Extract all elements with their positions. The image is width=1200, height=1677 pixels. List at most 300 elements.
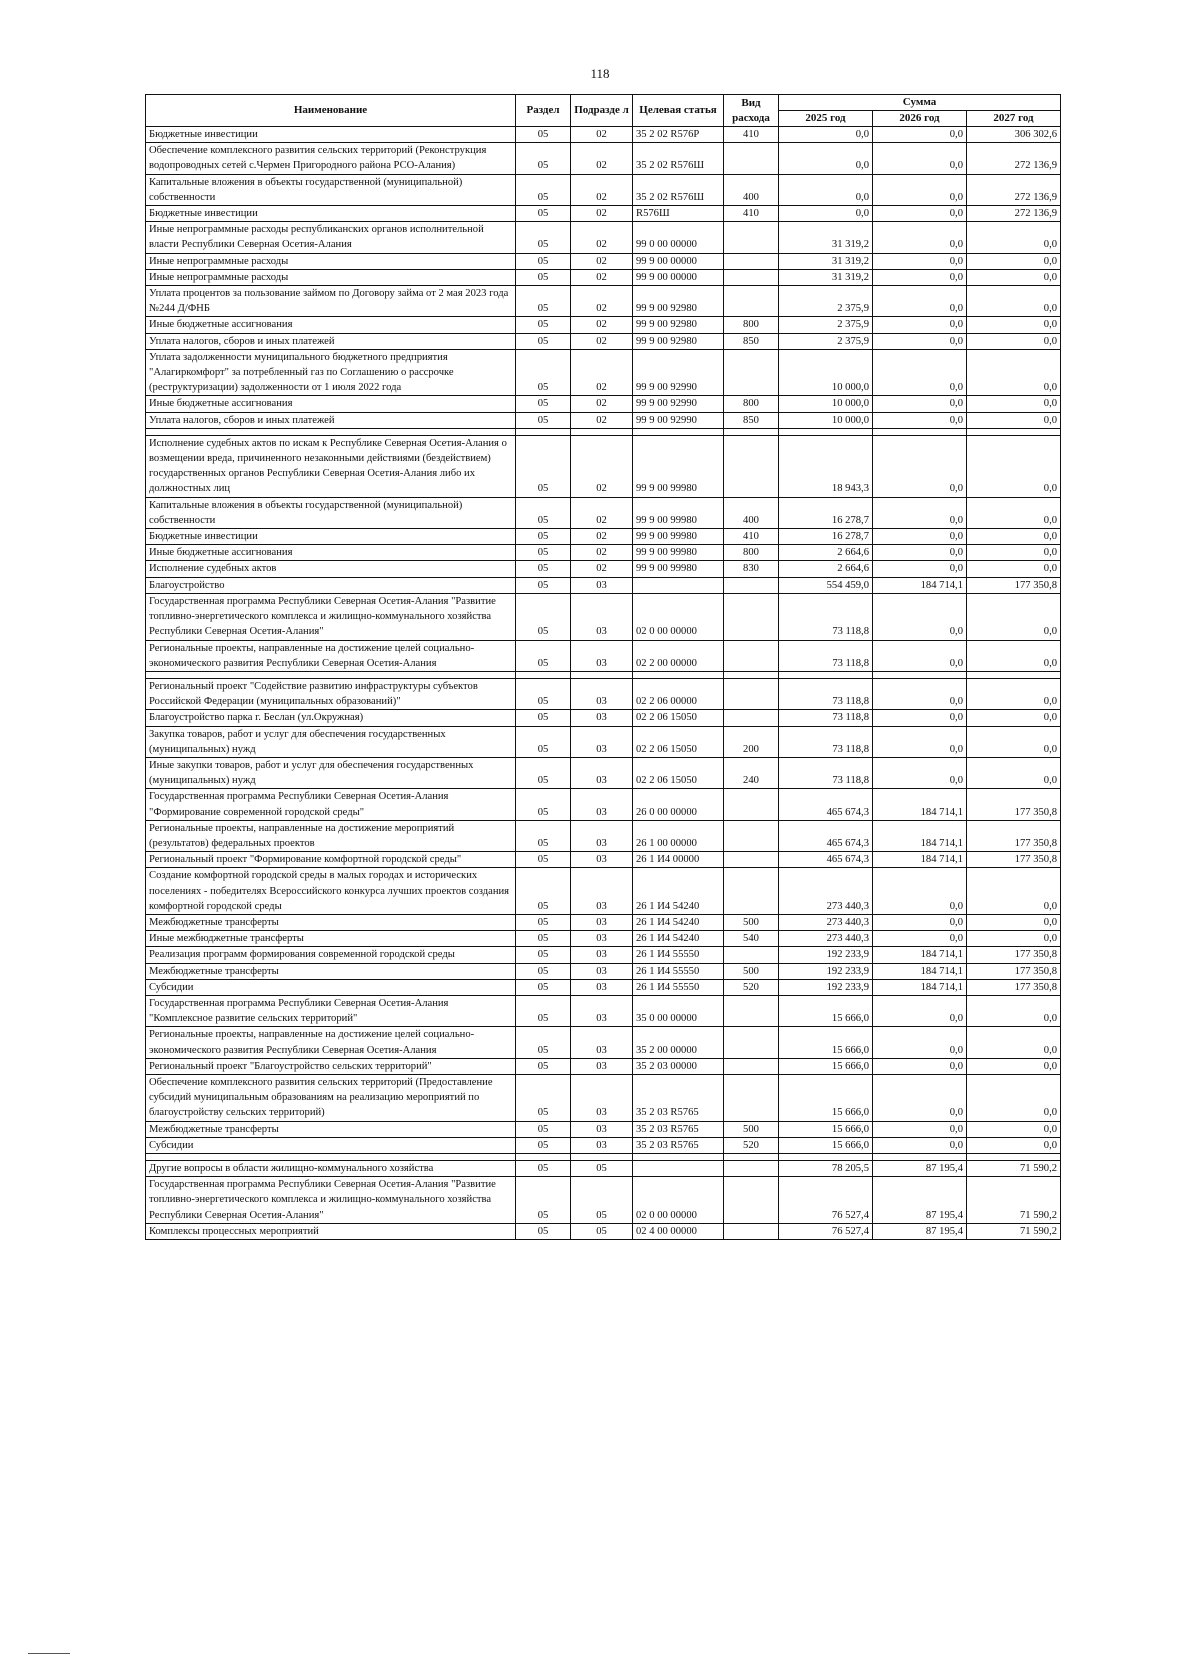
row-razdel: 05 — [516, 1074, 571, 1121]
row-sum-2025: 465 674,3 — [779, 789, 873, 820]
row-podrazdel: 03 — [571, 640, 633, 671]
spacer-cell — [633, 1154, 724, 1161]
table-row — [146, 529, 1061, 545]
row-name: Региональные проекты, направленные на достижение мероприятий (результатов) федеральных проектов — [146, 820, 516, 851]
table-row — [146, 269, 1061, 285]
row-target-article: 35 2 02 R576Р — [633, 127, 724, 143]
row-sum-2027: 0,0 — [967, 757, 1061, 788]
row-podrazdel: 02 — [571, 222, 633, 253]
row-name: Бюджетные инвестиции — [146, 127, 516, 143]
row-expense-kind: 500 — [724, 914, 779, 930]
row-expense-kind — [724, 868, 779, 915]
row-razdel: 05 — [516, 396, 571, 412]
row-sum-2026: 0,0 — [873, 333, 967, 349]
row-sum-2026: 184 714,1 — [873, 820, 967, 851]
row-razdel: 05 — [516, 174, 571, 205]
row-razdel: 05 — [516, 914, 571, 930]
row-target-article: 26 1 И4 55550 — [633, 979, 724, 995]
row-podrazdel: 02 — [571, 286, 633, 317]
table-row — [146, 914, 1061, 930]
spacer-cell — [873, 671, 967, 678]
row-target-article: 02 2 06 15050 — [633, 710, 724, 726]
row-podrazdel: 03 — [571, 678, 633, 709]
row-expense-kind — [724, 349, 779, 396]
row-sum-2027: 0,0 — [967, 593, 1061, 640]
row-target-article: 02 0 00 00000 — [633, 1177, 724, 1224]
row-expense-kind — [724, 1058, 779, 1074]
row-target-article: 26 1 00 00000 — [633, 820, 724, 851]
row-target-article: 35 0 00 00000 — [633, 995, 724, 1026]
row-razdel: 05 — [516, 931, 571, 947]
row-sum-2027: 0,0 — [967, 1121, 1061, 1137]
header-expense-kind: Вид расхода — [724, 95, 779, 127]
row-podrazdel: 02 — [571, 497, 633, 528]
spacer-cell — [571, 1154, 633, 1161]
row-podrazdel: 03 — [571, 757, 633, 788]
spacer-cell — [967, 1154, 1061, 1161]
row-expense-kind — [724, 995, 779, 1026]
row-podrazdel: 02 — [571, 545, 633, 561]
row-sum-2025: 31 319,2 — [779, 253, 873, 269]
row-sum-2026: 184 714,1 — [873, 947, 967, 963]
row-expense-kind — [724, 269, 779, 285]
spacer-cell — [967, 671, 1061, 678]
row-podrazdel: 02 — [571, 206, 633, 222]
row-sum-2026: 0,0 — [873, 995, 967, 1026]
row-sum-2027: 272 136,9 — [967, 143, 1061, 174]
row-sum-2026: 0,0 — [873, 127, 967, 143]
row-name: Региональный проект "Содействие развитию инфраструктуры субъектов Российской Федерации (муниципальных образований)" — [146, 678, 516, 709]
row-name: Благоустройство — [146, 577, 516, 593]
row-target-article: 35 2 03 R5765 — [633, 1074, 724, 1121]
row-target-article: 99 9 00 99980 — [633, 497, 724, 528]
row-sum-2026: 0,0 — [873, 269, 967, 285]
row-razdel: 05 — [516, 435, 571, 497]
row-expense-kind: 500 — [724, 1121, 779, 1137]
table-row — [146, 1027, 1061, 1058]
header-year-2027: 2027 год — [967, 111, 1061, 127]
row-sum-2026: 184 714,1 — [873, 577, 967, 593]
row-name: Региональные проекты, направленные на достижение целей социально-экономического развития Республики Северная Осетия-Алания — [146, 640, 516, 671]
table-row — [146, 435, 1061, 497]
row-sum-2025: 192 233,9 — [779, 979, 873, 995]
row-razdel: 05 — [516, 143, 571, 174]
row-podrazdel: 03 — [571, 789, 633, 820]
table-row — [146, 995, 1061, 1026]
row-sum-2025: 73 118,8 — [779, 678, 873, 709]
row-sum-2027: 71 590,2 — [967, 1177, 1061, 1224]
row-name: Капитальные вложения в объекты государственной (муниципальной) собственности — [146, 497, 516, 528]
row-target-article: 26 1 И4 54240 — [633, 914, 724, 930]
row-name: Уплата задолженности муниципального бюджетного предприятия "Алагиркомфорт" за потребленный газ по Соглашению о рассрочке (реструктуризации) задолженности от 1 июля 2022 года — [146, 349, 516, 396]
row-sum-2027: 272 136,9 — [967, 174, 1061, 205]
row-podrazdel: 03 — [571, 1137, 633, 1153]
row-sum-2026: 0,0 — [873, 497, 967, 528]
row-expense-kind: 400 — [724, 497, 779, 528]
row-podrazdel: 03 — [571, 914, 633, 930]
row-target-article — [633, 1161, 724, 1177]
row-expense-kind — [724, 593, 779, 640]
row-podrazdel: 03 — [571, 852, 633, 868]
row-expense-kind — [724, 1027, 779, 1058]
spacer-cell — [967, 428, 1061, 435]
row-expense-kind: 850 — [724, 412, 779, 428]
row-sum-2025: 16 278,7 — [779, 529, 873, 545]
row-sum-2026: 87 195,4 — [873, 1223, 967, 1239]
row-name: Иные закупки товаров, работ и услуг для обеспечения государственных (муниципальных) нужд — [146, 757, 516, 788]
row-sum-2026: 0,0 — [873, 222, 967, 253]
row-name: Уплата налогов, сборов и иных платежей — [146, 333, 516, 349]
row-expense-kind: 800 — [724, 545, 779, 561]
table-row — [146, 757, 1061, 788]
row-sum-2026: 0,0 — [873, 1074, 967, 1121]
row-name: Межбюджетные трансферты — [146, 1121, 516, 1137]
row-sum-2026: 87 195,4 — [873, 1161, 967, 1177]
row-sum-2025: 73 118,8 — [779, 640, 873, 671]
row-razdel: 05 — [516, 269, 571, 285]
row-sum-2025: 15 666,0 — [779, 1074, 873, 1121]
row-sum-2025: 2 375,9 — [779, 286, 873, 317]
row-expense-kind: 410 — [724, 127, 779, 143]
row-sum-2025: 465 674,3 — [779, 852, 873, 868]
table-row — [146, 222, 1061, 253]
row-sum-2027: 0,0 — [967, 396, 1061, 412]
table-row — [146, 726, 1061, 757]
row-sum-2025: 2 664,6 — [779, 545, 873, 561]
row-podrazdel: 02 — [571, 396, 633, 412]
table-row — [146, 593, 1061, 640]
row-sum-2027: 177 350,8 — [967, 979, 1061, 995]
row-sum-2026: 184 714,1 — [873, 963, 967, 979]
row-sum-2027: 0,0 — [967, 412, 1061, 428]
row-sum-2025: 18 943,3 — [779, 435, 873, 497]
row-name: Иные бюджетные ассигнования — [146, 396, 516, 412]
row-razdel: 05 — [516, 1161, 571, 1177]
row-razdel: 05 — [516, 979, 571, 995]
row-target-article: 26 1 И4 54240 — [633, 868, 724, 915]
row-razdel: 05 — [516, 1121, 571, 1137]
table-row — [146, 1161, 1061, 1177]
row-razdel: 05 — [516, 253, 571, 269]
row-razdel: 05 — [516, 577, 571, 593]
row-sum-2027: 0,0 — [967, 1027, 1061, 1058]
row-name: Межбюджетные трансферты — [146, 963, 516, 979]
row-sum-2025: 10 000,0 — [779, 396, 873, 412]
row-name: Субсидии — [146, 979, 516, 995]
row-sum-2026: 0,0 — [873, 640, 967, 671]
spacer-cell — [779, 1154, 873, 1161]
row-expense-kind: 850 — [724, 333, 779, 349]
row-sum-2027: 177 350,8 — [967, 947, 1061, 963]
row-sum-2026: 0,0 — [873, 545, 967, 561]
row-sum-2027: 0,0 — [967, 317, 1061, 333]
row-name: Уплата налогов, сборов и иных платежей — [146, 412, 516, 428]
row-sum-2025: 73 118,8 — [779, 726, 873, 757]
row-sum-2025: 10 000,0 — [779, 412, 873, 428]
row-name: Государственная программа Республики Северная Осетия-Алания "Развитие топливно-энергетического комплекса и жилищно-коммунального хозяйства Республики Северная Осетия-Алания" — [146, 593, 516, 640]
row-sum-2027: 0,0 — [967, 995, 1061, 1026]
row-sum-2027: 0,0 — [967, 349, 1061, 396]
row-razdel: 05 — [516, 963, 571, 979]
row-target-article: 35 2 02 R576Ш — [633, 174, 724, 205]
row-razdel: 05 — [516, 757, 571, 788]
row-sum-2026: 0,0 — [873, 757, 967, 788]
row-expense-kind — [724, 852, 779, 868]
row-expense-kind: 410 — [724, 206, 779, 222]
row-razdel: 05 — [516, 947, 571, 963]
row-sum-2027: 0,0 — [967, 914, 1061, 930]
row-name: Иные бюджетные ассигнования — [146, 545, 516, 561]
row-target-article: 99 9 00 92980 — [633, 286, 724, 317]
row-sum-2026: 0,0 — [873, 253, 967, 269]
row-target-article: 02 2 06 15050 — [633, 757, 724, 788]
row-sum-2027: 0,0 — [967, 286, 1061, 317]
row-target-article: 99 9 00 92980 — [633, 333, 724, 349]
row-podrazdel: 02 — [571, 412, 633, 428]
row-sum-2026: 87 195,4 — [873, 1177, 967, 1224]
table-row — [146, 979, 1061, 995]
row-name: Обеспечение комплексного развития сельских территорий (Реконструкция водопроводных сетей с.Чермен Пригородного района РСО-Алания) — [146, 143, 516, 174]
spacer-cell — [146, 1154, 516, 1161]
row-target-article: 26 1 И4 55550 — [633, 947, 724, 963]
row-name: Межбюджетные трансферты — [146, 914, 516, 930]
row-sum-2025: 15 666,0 — [779, 1027, 873, 1058]
row-name: Исполнение судебных актов по искам к Республике Северная Осетия-Алания о возмещении вреда, причиненного незаконными действиями (бездействием) государственных органов Республики Северная Осетия-Алания либо их должностных лиц — [146, 435, 516, 497]
row-expense-kind: 540 — [724, 931, 779, 947]
row-podrazdel: 02 — [571, 349, 633, 396]
row-target-article: 99 9 00 99980 — [633, 545, 724, 561]
row-sum-2026: 184 714,1 — [873, 789, 967, 820]
table-row — [146, 497, 1061, 528]
row-sum-2025: 0,0 — [779, 127, 873, 143]
table-row — [146, 1177, 1061, 1224]
row-sum-2027: 177 350,8 — [967, 577, 1061, 593]
row-name: Другие вопросы в области жилищно-коммунального хозяйства — [146, 1161, 516, 1177]
row-sum-2026: 0,0 — [873, 726, 967, 757]
row-target-article: 99 9 00 00000 — [633, 269, 724, 285]
row-razdel: 05 — [516, 852, 571, 868]
row-sum-2026: 0,0 — [873, 435, 967, 497]
row-name: Государственная программа Республики Северная Осетия-Алания "Формирование современной городской среды" — [146, 789, 516, 820]
row-sum-2026: 0,0 — [873, 529, 967, 545]
row-sum-2025: 15 666,0 — [779, 1121, 873, 1137]
row-razdel: 05 — [516, 127, 571, 143]
row-podrazdel: 03 — [571, 947, 633, 963]
row-razdel: 05 — [516, 726, 571, 757]
row-name: Комплексы процессных мероприятий — [146, 1223, 516, 1239]
table-row — [146, 963, 1061, 979]
row-sum-2027: 0,0 — [967, 545, 1061, 561]
row-sum-2025: 73 118,8 — [779, 593, 873, 640]
header-target-article: Целевая статья — [633, 95, 724, 127]
row-podrazdel: 02 — [571, 333, 633, 349]
row-sum-2027: 177 350,8 — [967, 820, 1061, 851]
row-podrazdel: 03 — [571, 1058, 633, 1074]
row-target-article: 99 9 00 92990 — [633, 396, 724, 412]
row-expense-kind: 520 — [724, 1137, 779, 1153]
row-name: Закупка товаров, работ и услуг для обеспечения государственных (муниципальных) нужд — [146, 726, 516, 757]
row-target-article: 26 1 И4 55550 — [633, 963, 724, 979]
row-expense-kind — [724, 710, 779, 726]
table-row — [146, 545, 1061, 561]
row-expense-kind: 410 — [724, 529, 779, 545]
row-sum-2025: 554 459,0 — [779, 577, 873, 593]
row-expense-kind — [724, 1161, 779, 1177]
table-row — [146, 931, 1061, 947]
row-sum-2026: 0,0 — [873, 1121, 967, 1137]
row-sum-2027: 0,0 — [967, 640, 1061, 671]
row-podrazdel: 03 — [571, 963, 633, 979]
row-name: Региональный проект "Благоустройство сельских территорий" — [146, 1058, 516, 1074]
row-sum-2027: 177 350,8 — [967, 789, 1061, 820]
row-sum-2026: 0,0 — [873, 710, 967, 726]
row-target-article: 99 9 00 99980 — [633, 561, 724, 577]
row-sum-2025: 15 666,0 — [779, 995, 873, 1026]
row-razdel: 05 — [516, 1058, 571, 1074]
row-razdel: 05 — [516, 545, 571, 561]
budget-table — [145, 94, 1061, 1240]
table-row — [146, 561, 1061, 577]
row-razdel: 05 — [516, 333, 571, 349]
row-sum-2025: 273 440,3 — [779, 931, 873, 947]
row-podrazdel: 03 — [571, 726, 633, 757]
row-sum-2026: 0,0 — [873, 412, 967, 428]
table-row — [146, 710, 1061, 726]
row-expense-kind — [724, 947, 779, 963]
row-podrazdel: 03 — [571, 593, 633, 640]
row-sum-2026: 0,0 — [873, 317, 967, 333]
row-sum-2027: 0,0 — [967, 253, 1061, 269]
row-sum-2027: 0,0 — [967, 435, 1061, 497]
row-sum-2025: 73 118,8 — [779, 757, 873, 788]
table-row — [146, 1121, 1061, 1137]
row-podrazdel: 02 — [571, 435, 633, 497]
header-sum: Сумма — [779, 95, 1061, 111]
row-podrazdel: 02 — [571, 253, 633, 269]
row-sum-2027: 177 350,8 — [967, 852, 1061, 868]
table-row — [146, 253, 1061, 269]
row-expense-kind — [724, 222, 779, 253]
row-target-article: 35 2 03 R5765 — [633, 1121, 724, 1137]
row-podrazdel: 05 — [571, 1177, 633, 1224]
row-name: Государственная программа Республики Северная Осетия-Алания "Комплексное развитие сельских территорий" — [146, 995, 516, 1026]
row-expense-kind — [724, 640, 779, 671]
row-razdel: 05 — [516, 1223, 571, 1239]
row-sum-2027: 0,0 — [967, 561, 1061, 577]
row-expense-kind: 520 — [724, 979, 779, 995]
row-podrazdel: 03 — [571, 1121, 633, 1137]
spacer-cell — [873, 1154, 967, 1161]
spacer-cell — [146, 428, 516, 435]
table-row — [146, 947, 1061, 963]
row-target-article: 99 9 00 99980 — [633, 529, 724, 545]
row-expense-kind — [724, 253, 779, 269]
row-sum-2027: 306 302,6 — [967, 127, 1061, 143]
row-target-article: 02 0 00 00000 — [633, 593, 724, 640]
row-podrazdel: 03 — [571, 868, 633, 915]
spacer-row — [146, 428, 1061, 435]
spacer-cell — [516, 1154, 571, 1161]
row-name: Иные непрограммные расходы республиканских органов исполнительной власти Республики Северная Осетия-Алания — [146, 222, 516, 253]
row-target-article: 99 9 00 00000 — [633, 253, 724, 269]
row-expense-kind — [724, 1074, 779, 1121]
row-sum-2027: 71 590,2 — [967, 1161, 1061, 1177]
row-name: Иные бюджетные ассигнования — [146, 317, 516, 333]
row-sum-2027: 0,0 — [967, 222, 1061, 253]
row-expense-kind — [724, 678, 779, 709]
row-sum-2027: 0,0 — [967, 726, 1061, 757]
row-razdel: 05 — [516, 529, 571, 545]
header-razdel: Раздел — [516, 95, 571, 127]
row-name: Капитальные вложения в объекты государственной (муниципальной) собственности — [146, 174, 516, 205]
row-sum-2025: 78 205,5 — [779, 1161, 873, 1177]
row-expense-kind: 800 — [724, 396, 779, 412]
spacer-row — [146, 671, 1061, 678]
row-razdel: 05 — [516, 593, 571, 640]
row-expense-kind: 500 — [724, 963, 779, 979]
row-sum-2027: 0,0 — [967, 269, 1061, 285]
row-expense-kind — [724, 820, 779, 851]
table-row — [146, 333, 1061, 349]
spacer-cell — [779, 671, 873, 678]
row-expense-kind: 240 — [724, 757, 779, 788]
row-podrazdel: 03 — [571, 979, 633, 995]
row-target-article: 26 1 И4 54240 — [633, 931, 724, 947]
row-expense-kind — [724, 789, 779, 820]
row-target-article: 02 2 06 00000 — [633, 678, 724, 709]
table-row — [146, 852, 1061, 868]
header-name: Наименование — [146, 95, 516, 127]
spacer-cell — [873, 428, 967, 435]
row-target-article: 99 9 00 92990 — [633, 412, 724, 428]
row-sum-2027: 0,0 — [967, 868, 1061, 915]
row-razdel: 05 — [516, 349, 571, 396]
table-row — [146, 143, 1061, 174]
row-razdel: 05 — [516, 868, 571, 915]
row-sum-2025: 16 278,7 — [779, 497, 873, 528]
table-row — [146, 1058, 1061, 1074]
row-sum-2026: 184 714,1 — [873, 979, 967, 995]
row-sum-2025: 0,0 — [779, 174, 873, 205]
table-body — [146, 127, 1061, 1240]
row-target-article: 99 9 00 92980 — [633, 317, 724, 333]
row-expense-kind — [724, 1223, 779, 1239]
row-razdel: 05 — [516, 710, 571, 726]
table-row — [146, 1223, 1061, 1239]
row-name: Иные межбюджетные трансферты — [146, 931, 516, 947]
row-podrazdel: 03 — [571, 995, 633, 1026]
row-razdel: 05 — [516, 561, 571, 577]
row-target-article: 35 2 03 R5765 — [633, 1137, 724, 1153]
row-podrazdel: 02 — [571, 127, 633, 143]
row-sum-2026: 0,0 — [873, 206, 967, 222]
row-razdel: 05 — [516, 1177, 571, 1224]
table-row — [146, 577, 1061, 593]
row-sum-2026: 0,0 — [873, 349, 967, 396]
row-expense-kind — [724, 143, 779, 174]
row-sum-2026: 0,0 — [873, 931, 967, 947]
row-sum-2025: 73 118,8 — [779, 710, 873, 726]
row-sum-2026: 0,0 — [873, 1027, 967, 1058]
row-target-article: 26 1 И4 00000 — [633, 852, 724, 868]
table-row — [146, 1074, 1061, 1121]
row-sum-2027: 0,0 — [967, 1058, 1061, 1074]
row-sum-2026: 0,0 — [873, 914, 967, 930]
row-target-article: 26 0 00 00000 — [633, 789, 724, 820]
row-sum-2025: 0,0 — [779, 206, 873, 222]
row-target-article: 35 2 00 00000 — [633, 1027, 724, 1058]
spacer-cell — [516, 428, 571, 435]
